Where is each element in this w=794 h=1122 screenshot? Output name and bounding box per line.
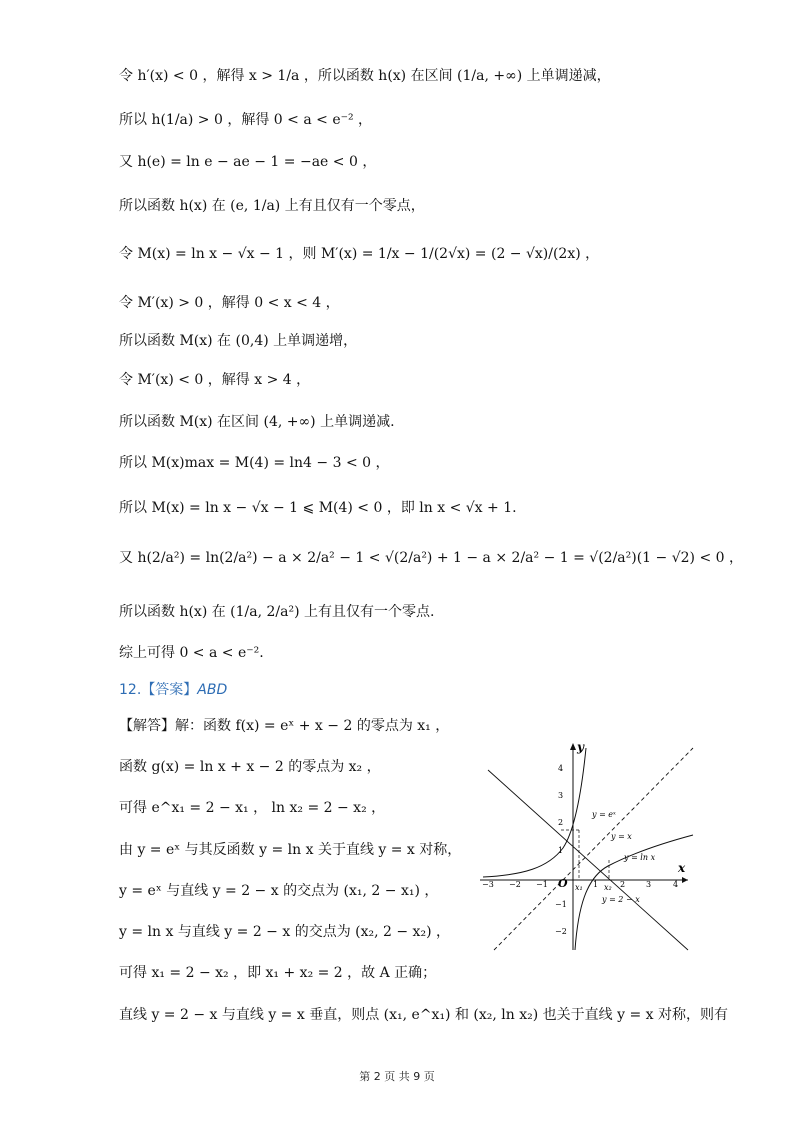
- x-tick-label: −3: [482, 880, 494, 889]
- y-axis-arrow: [570, 743, 576, 750]
- text-line: 综上可得 0 < a < e⁻².: [119, 645, 264, 661]
- text-line: 可得 e^x₁ = 2 − x₁ ， ln x₂ = 2 − x₂ ，: [119, 800, 386, 816]
- x-tick-label: −2: [509, 880, 521, 889]
- x1-label: x₁: [575, 883, 583, 892]
- text-line: 直线 y = 2 − x 与直线 y = x 垂直，则点 (x₁, e^x₁) 和 (x₂, ln x₂) 也关于直线 y = x 对称，则有: [119, 1007, 728, 1023]
- y-tick-label: 3: [558, 791, 564, 800]
- text-line: 又 h(2/a²) = ln(2/a²) − a × 2/a² − 1 < √(2/a²) + 1 − a × 2/a² − 1 = √(2/a²)(1 − √2) < 0 ，: [119, 550, 743, 566]
- x-tick-label: 1: [593, 880, 599, 889]
- question-number: 12.: [119, 682, 142, 698]
- label-exp: y = eˣ: [592, 810, 616, 819]
- curve-exp: [483, 748, 586, 877]
- axis-y-label: y: [577, 740, 584, 754]
- text-line: 所以函数 h(x) 在 (1/a, 2/a²) 上有且仅有一个零点.: [119, 604, 435, 620]
- text-line: y = ln x 与直线 y = 2 − x 的交点为 (x₂, 2 − x₂) ，: [119, 924, 450, 940]
- label-2-minus-x: y = 2 − x: [602, 895, 640, 904]
- text-line: 可得 x₁ = 2 − x₂ ，即 x₁ + x₂ = 2 ，故 A 正确；: [119, 965, 437, 981]
- x-tick-label: −1: [536, 880, 548, 889]
- label-ln: y = ln x: [624, 853, 656, 862]
- x-tick-label: 4: [673, 880, 679, 889]
- text-line: 令 M(x) = ln x − √x − 1 ，则 M′(x) = 1/x − 1/(2√x) = (2 − √x)/(2x) ，: [119, 246, 600, 262]
- answer-heading: [119, 680, 227, 700]
- label-y-x: y = x: [611, 832, 632, 841]
- y-tick-label: 1: [558, 846, 564, 855]
- text-line: 由 y = eˣ 与其反函数 y = ln x 关于直线 y = x 对称，: [119, 842, 462, 858]
- answer-label: 【答案】: [141, 682, 198, 698]
- text-line: 【解答】解：函数 f(x) = eˣ + x − 2 的零点为 x₁ ，: [119, 718, 450, 734]
- text-line: y = eˣ 与直线 y = 2 − x 的交点为 (x₁, 2 − x₁) ，: [119, 883, 439, 899]
- x2-label: x₂: [604, 883, 612, 892]
- text-line: 函数 g(x) = ln x + x − 2 的零点为 x₂ ，: [119, 759, 381, 775]
- axis-x-label: x: [678, 861, 686, 875]
- y-tick-label: 4: [558, 764, 564, 773]
- answer-value: ABD: [197, 682, 228, 698]
- text-line: 令 h′(x) < 0 ，解得 x > 1/a ，所以函数 h(x) 在区间 (1/a, +∞) 上单调递减，: [119, 68, 611, 84]
- text-line: 令 M′(x) > 0 ，解得 0 < x < 4 ，: [119, 295, 340, 311]
- y-tick-label: 2: [558, 818, 564, 827]
- text-line: 所以 h(1/a) > 0 ，解得 0 < a < e⁻² ，: [119, 112, 373, 128]
- text-line: 所以函数 M(x) 在区间 (4, +∞) 上单调递减.: [119, 414, 395, 430]
- text-line: 所以函数 h(x) 在 (e, 1/a) 上有且仅有一个零点，: [119, 198, 425, 214]
- y-tick-label: −2: [555, 927, 567, 936]
- origin-label: O: [558, 877, 568, 890]
- text-line: 所以函数 M(x) 在 (0,4) 上单调递增，: [119, 333, 358, 349]
- page-footer: 第 2 页 共 9 页: [359, 1070, 435, 1083]
- function-graph: [478, 738, 698, 953]
- text-line: 所以 M(x) = ln x − √x − 1 ⩽ M(4) < 0 ，即 ln x < √x + 1.: [119, 500, 517, 516]
- x-axis-arrow: [682, 877, 688, 883]
- text-line: 所以 M(x)max = M(4) = ln4 − 3 < 0 ，: [119, 455, 390, 471]
- y-tick-label: −1: [555, 900, 567, 909]
- line-y-2-minus-x: [488, 770, 688, 950]
- text-line: 又 h(e) = ln e − ae − 1 = −ae < 0 ，: [119, 154, 377, 170]
- line-y-equals-x: [494, 748, 693, 950]
- x-tick-label: 2: [620, 880, 626, 889]
- x-tick-label: 3: [646, 880, 652, 889]
- text-line: 令 M′(x) < 0 ，解得 x > 4 ，: [119, 372, 311, 388]
